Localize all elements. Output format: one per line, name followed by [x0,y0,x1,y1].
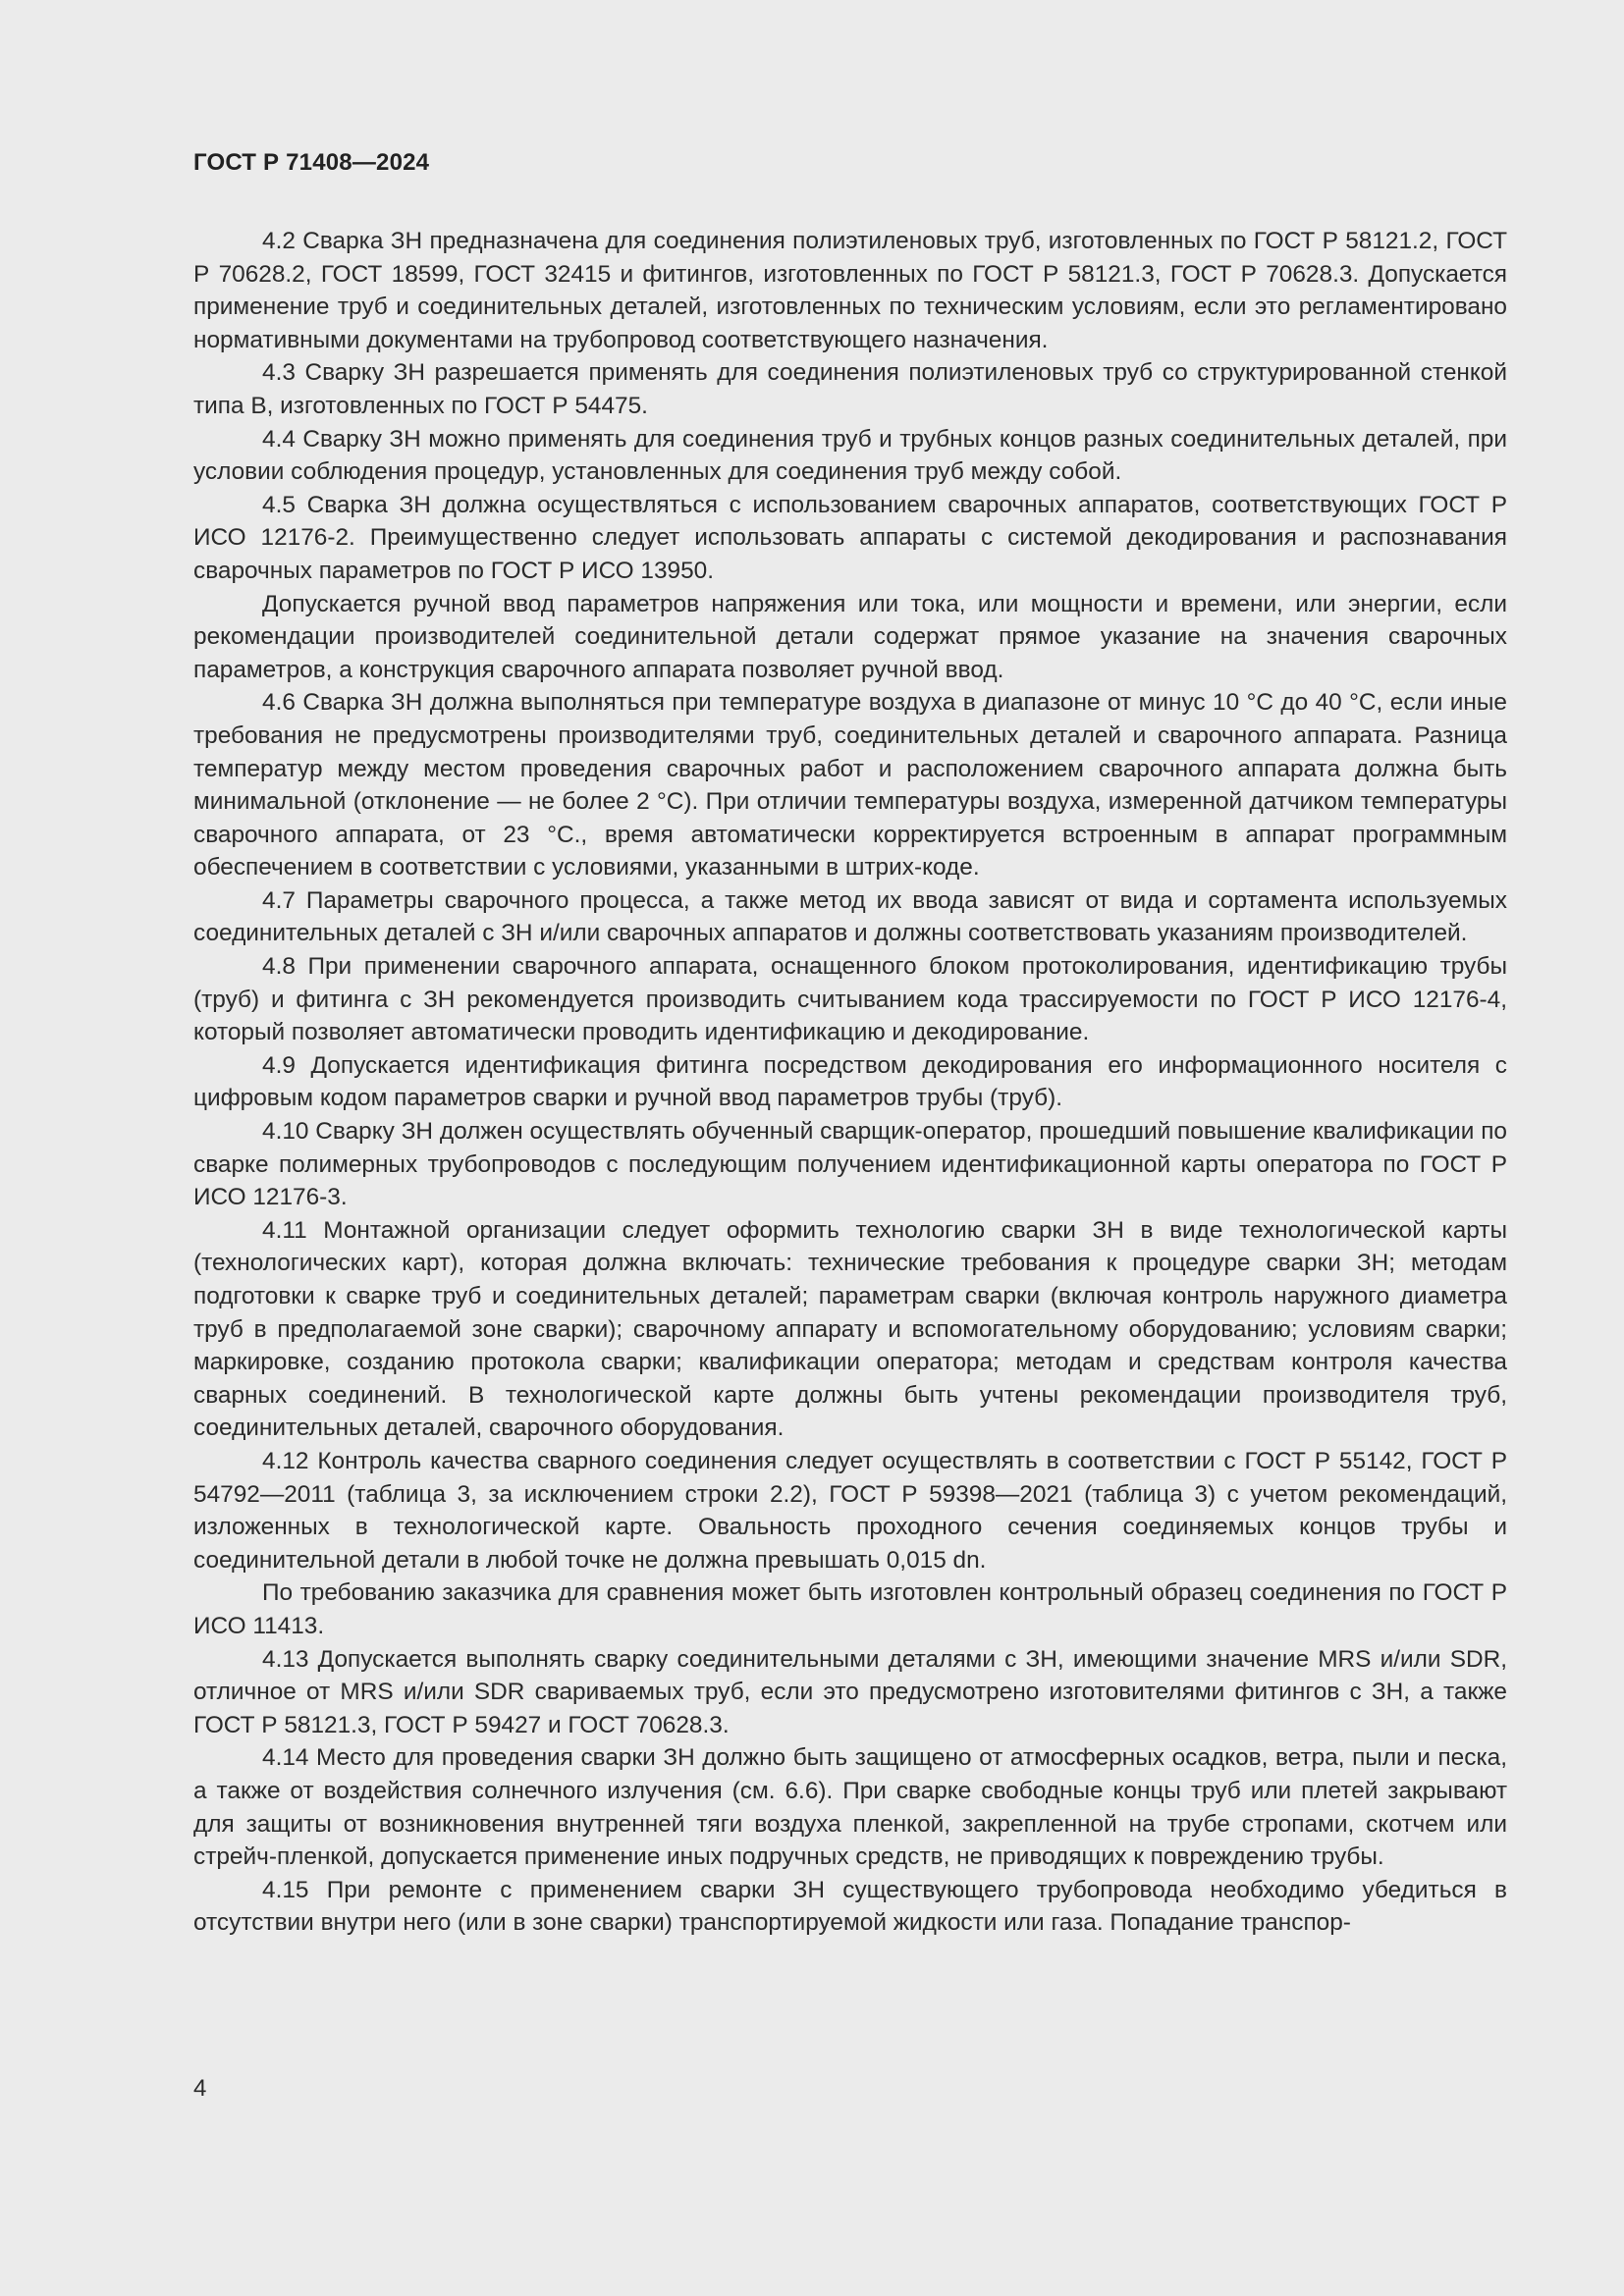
document-header: ГОСТ Р 71408—2024 [193,149,430,176]
paragraph-4-5-manual-input: Допускается ручной ввод параметров напряжения или тока, или мощности и времени, или энергии, если рекомендации производителей соединительной детали содержат прямое указание на значения сварочных параметров, а конструкция сварочного аппарата позволяет ручной ввод. [193,590,1507,683]
paragraph-4-2: 4.2 Сварка ЗН предназначена для соединения полиэтиленовых труб, изготовленных по ГОСТ Р 58121.2, ГОСТ Р 70628.2, ГОСТ 18599, ГОСТ 32415 и фитингов, изготовленных по ГОСТ Р 58121.3, ГОСТ Р 70628.3. Допускается применение труб и соединительных деталей, изготовленных по техническим условиям, если это регламентировано нормативными документами на трубопровод соответствующего назначения. [193,228,1507,353]
document-body [193,225,1507,1940]
paragraph-4-3: 4.3 Сварку ЗН разрешается применять для соединения полиэтиленовых труб со структурированной стенкой типа В, изготовленных по ГОСТ Р 54475. [193,359,1507,419]
paragraph-4-15: 4.15 При ремонте с применением сварки ЗН существующего трубопровода необходимо убедиться в отсутствии внутри него (или в зоне сварки) транспортируемой жидкости или газа. Попадание транспор- [193,1876,1507,1937]
paragraph-4-4: 4.4 Сварку ЗН можно применять для соединения труб и трубных концов разных соединительных деталей, при условии соблюдения процедур, установленных для соединения труб между собой. [193,425,1507,486]
paragraph-4-14: 4.14 Место для проведения сварки ЗН должно быть защищено от атмосферных осадков, ветра, пыли и песка, а также от воздействия солнечного излучения (см. 6.6). При сварке свободные концы труб или плетей закрывают для защиты от возникновения внутренней тяги воздуха пленкой, закрепленной на трубе стропами, скотчем или стрейч-пленкой, допускается применение иных подручных средств, не приводящих к повреждению трубы. [193,1744,1507,1871]
page-number: 4 [193,2075,207,2102]
paragraph-4-6: 4.6 Сварка ЗН должна выполняться при температуре воздуха в диапазоне от минус 10 °С до 40 °С, если иные требования не предусмотрены производителями труб, соединительных деталей и сварочного аппарата. Разница температур между местом проведения сварочных работ и расположением сварочного аппарата должна быть минимальной (отклонение — не более 2 °С). При отличии температуры воздуха, измеренной датчиком температуры сварочного аппарата, от 23 °С., время автоматически корректируется встроенным в аппарат программным обеспечением в соответствии с условиями, указанными в штрих-коде. [193,689,1507,881]
paragraph-4-8: 4.8 При применении сварочного аппарата, оснащенного блоком протоколирования, идентификацию трубы (труб) и фитинга с ЗН рекомендуется производить считыванием кода трассируемости по ГОСТ Р ИСО 12176-4, который позволяет автоматически проводить идентификацию и декодирование. [193,953,1507,1046]
paragraph-4-7: 4.7 Параметры сварочного процесса, а также метод их ввода зависят от вида и сортамента используемых соединительных деталей с ЗН и/или сварочных аппаратов и должны соответствовать указаниям производителей. [193,886,1507,947]
paragraph-4-5: 4.5 Сварка ЗН должна осуществляться с использованием сварочных аппаратов, соответствующих ГОСТ Р ИСО 12176-2. Преимущественно следует использовать аппараты с системой декодирования и распознавания сварочных параметров по ГОСТ Р ИСО 13950. [193,491,1507,584]
paragraph-4-12-control-sample: По требованию заказчика для сравнения может быть изготовлен контрольный образец соединения по ГОСТ Р ИСО 11413. [193,1579,1507,1639]
paragraph-4-10: 4.10 Сварку ЗН должен осуществлять обученный сварщик-оператор, прошедший повышение квалификации по сварке полимерных трубопроводов с последующим получением идентификационной карты оператора по ГОСТ Р ИСО 12176-3. [193,1118,1507,1211]
paragraph-4-13: 4.13 Допускается выполнять сварку соединительными деталями с ЗН, имеющими значение MRS и/или SDR, отличное от MRS и/или SDR свариваемых труб, если это предусмотрено изготовителями фитингов с ЗН, а также ГОСТ Р 58121.3, ГОСТ Р 59427 и ГОСТ 70628.3. [193,1645,1507,1738]
paragraph-4-9: 4.9 Допускается идентификация фитинга посредством декодирования его информационного носителя с цифровым кодом параметров сварки и ручной ввод параметров трубы (труб). [193,1051,1507,1112]
paragraph-4-11: 4.11 Монтажной организации следует оформить технологию сварки ЗН в виде технологической карты (технологических карт), которая должна включать: технические требования к процедуре сварки ЗН; методам подготовки к сварке труб и соединительных деталей; параметрам сварки (включая контроль наружного диаметра труб в предполагаемой зоне сварки); сварочному аппарату и вспомогательному оборудованию; условиям сварки; маркировке, созданию протокола сварки; квалификации оператора; методам и средствам контроля качества сварных соединений. В технологической карте должны быть учтены рекомендации производителя труб, соединительных деталей, сварочного оборудования. [193,1216,1507,1442]
paragraph-4-12: 4.12 Контроль качества сварного соединения следует осуществлять в соответствии с ГОСТ Р 55142, ГОСТ Р 54792—2011 (таблица 3, за исключением строки 2.2), ГОСТ Р 59398—2021 (таблица 3) с учетом рекомендаций, изложенных в технологической карте. Овальность проходного сечения соединяемых концов трубы и соединительной детали в любой точке не должна превышать 0,015 dn. [193,1447,1507,1574]
